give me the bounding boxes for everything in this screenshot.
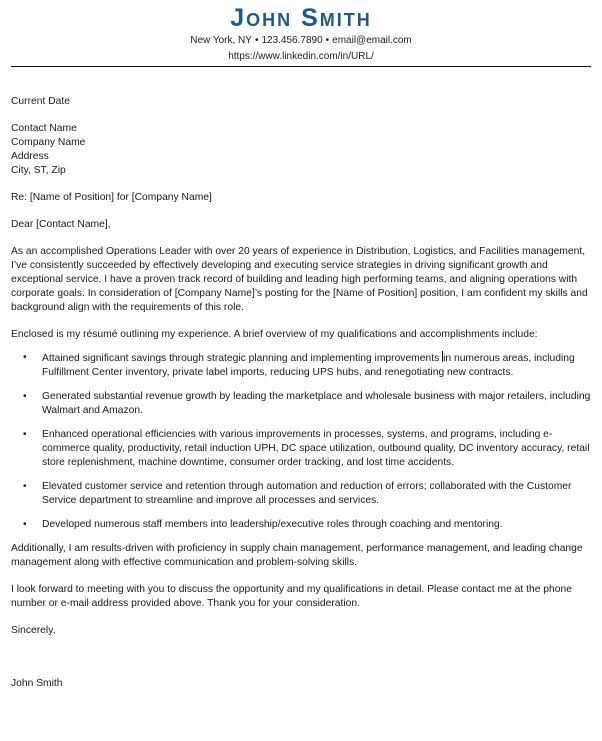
list-item — [11, 480, 591, 508]
letter-date: Current Date — [11, 96, 70, 107]
separator: • — [254, 35, 259, 46]
recipient-contact-name: Contact Name — [11, 123, 77, 134]
list-item — [11, 351, 591, 380]
list-item-text: Developed numerous staff members into leadership/executive roles through coaching and mentoring. — [42, 519, 503, 530]
paragraph-additionally: Additionally, I am results-driven with proficiency in supply chain management, performance management, and leading change management along with effective communication and problem-solving skills. — [11, 543, 583, 568]
recipient-block — [11, 122, 591, 178]
salutation: Dear [Contact Name], — [11, 219, 111, 230]
recipient-company-name: Company Name — [11, 137, 86, 148]
list-item-text: in numerous areas, including Fulfillment Center inventory, private label imports, reducing UPS hubs, and renegotiating new contracts. — [42, 353, 575, 378]
recipient-address: Address — [11, 151, 49, 162]
paragraph-intro: As an accomplished Operations Leader with over 20 years of experience in Distribution, Logistics, and Facilities management, I’ve consistently succeeded by effectively developing and executing service strategies in driving significant growth and exceptional service. I have a proven track record of building and leading high performing teams, and aligning operations with corporate goals. In consideration of [Company Name]’s posting for the [Name of Position] position, I am confident my skills and background align with the requirements of this role. — [11, 246, 588, 313]
paragraph-closing: I look forward to meeting with you to discuss the opportunity and my qualifications in detail. Please contact me at the phone number or e-mail address provided above. Thank you for your consideration. — [11, 584, 572, 609]
letterhead — [0, 0, 602, 64]
email[interactable]: email@email.com — [332, 35, 412, 46]
bullet-icon: • — [23, 352, 27, 363]
phone: 123.456.7890 — [261, 35, 323, 46]
city: New York, NY — [190, 35, 252, 46]
signature-name: John Smith — [11, 678, 63, 689]
letter-body — [11, 95, 591, 691]
list-item — [11, 428, 591, 470]
list-item-text: Enhanced operational efficiencies with various improvements in processes, systems, and programs, including e-commerce quality, productivity, retail induction UPH, DC space utilization, outbound quality, DC inventory accuracy, retail store replenishment, machine downtime, consumer order tracking, and lost time accidents. — [42, 429, 590, 468]
bullet-icon: • — [23, 391, 27, 402]
bullet-icon: • — [23, 429, 27, 440]
closing: Sincerely, — [11, 625, 56, 636]
list-item — [11, 518, 591, 532]
accomplishments-list — [11, 351, 591, 532]
applicant-name: John Smith — [230, 4, 372, 32]
subject-line: Re: [Name of Position] for [Company Name] — [11, 192, 212, 203]
list-item-text: Elevated customer service and retention through automation and reduction of errors; collaborated with the Customer Service department to streamline and improve all processes and services. — [42, 481, 572, 506]
paragraph-enclosed: Enclosed is my résumé outlining my experience. A brief overview of my qualifications and accomplishments include: — [11, 329, 538, 340]
header-divider — [11, 66, 591, 67]
bullet-icon: • — [23, 481, 27, 492]
bullet-icon: • — [23, 519, 27, 530]
separator: • — [325, 35, 330, 46]
recipient-city-state-zip: City, ST, Zip — [11, 165, 66, 176]
linkedin-url[interactable]: https://www.linkedin.com/in/URL/ — [228, 51, 374, 62]
list-item — [11, 390, 591, 418]
contact-info-line — [0, 34, 602, 48]
list-item-text: Generated substantial revenue growth by leading the marketplace and wholesale business with major retailers, including Walmart and Amazon. — [42, 391, 591, 416]
list-item-text: Attained significant savings through strategic planning and implementing improvements — [42, 353, 443, 364]
